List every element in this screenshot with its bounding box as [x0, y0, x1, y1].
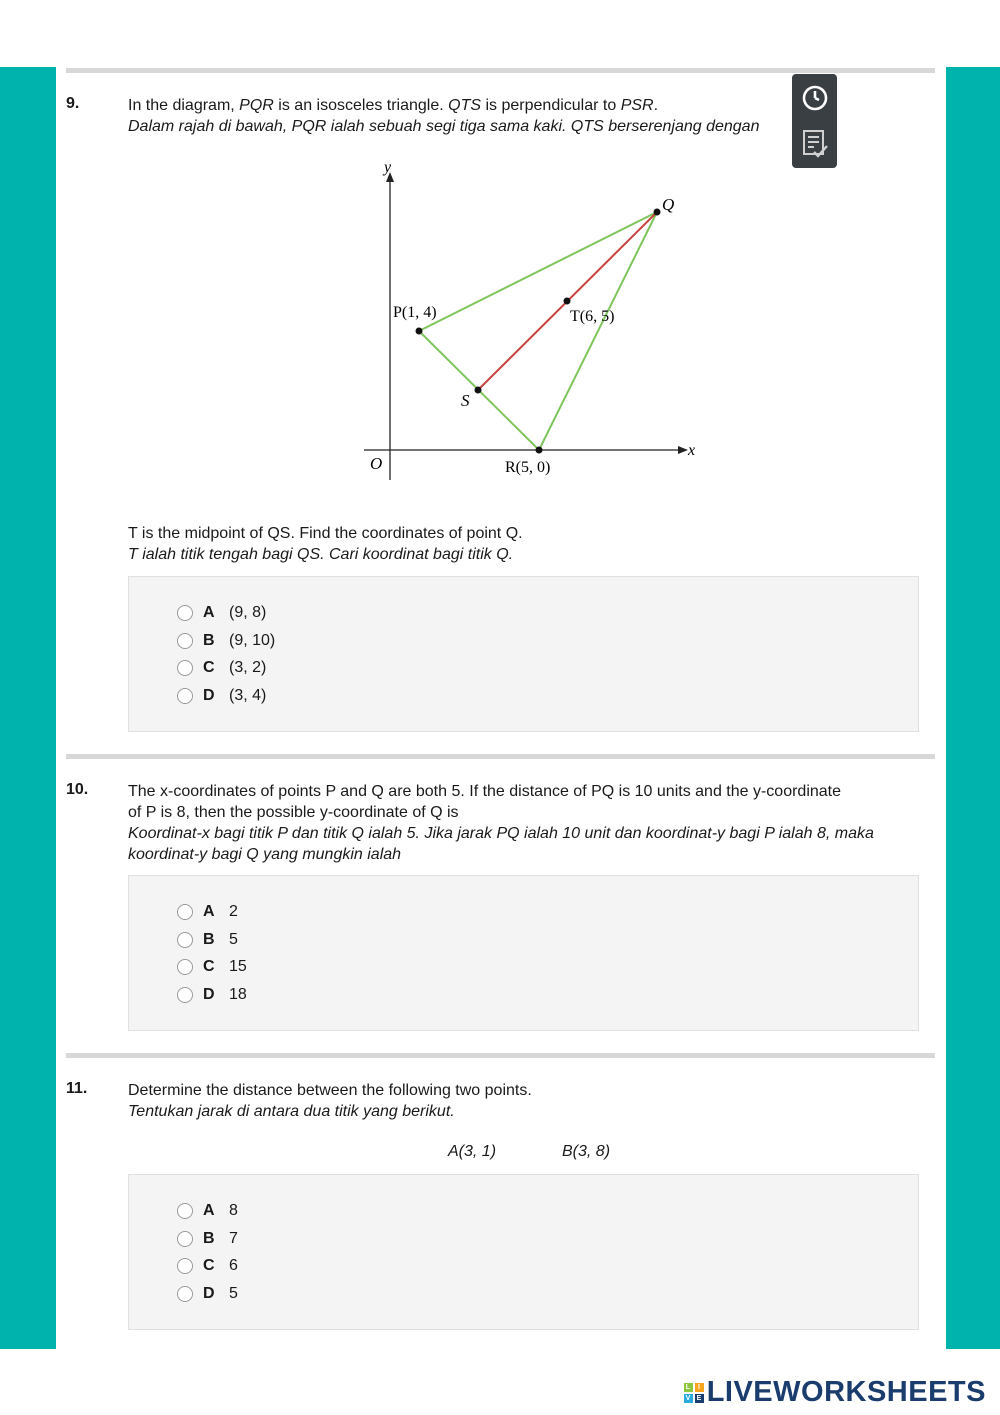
point-s [475, 387, 482, 394]
question-number: 10. [66, 781, 89, 798]
option-a[interactable]: A 8 [177, 1200, 238, 1222]
radio-button[interactable] [177, 1203, 193, 1219]
question-number: 11. [66, 1080, 88, 1097]
point-label-p: P(1, 4) [393, 304, 437, 321]
x-axis-arrow [678, 446, 688, 454]
brand-mark-l: L [684, 1383, 693, 1392]
point-label-q: Q [662, 195, 675, 214]
radio-button[interactable] [177, 932, 193, 948]
option-c[interactable]: C 15 [177, 956, 247, 978]
side-pq [419, 212, 657, 331]
subquestion-text-en: T is the midpoint of QS. Find the coordinates of point Q. [128, 525, 523, 542]
brand-mark-i: I [695, 1383, 704, 1392]
point-label-r: R(5, 0) [505, 459, 551, 476]
subquestion-text-ms: T ialah titik tengah bagi QS. Cari koordinat bagi titik Q. [128, 546, 514, 563]
radio-button[interactable] [177, 987, 193, 1003]
point-r [536, 447, 543, 454]
right-sidebar-band [946, 67, 1000, 1349]
question-text-en: In the diagram, PQR is an isosceles triangle. QTS is perpendicular to PSR. [128, 97, 659, 114]
option-a[interactable]: A (9, 8) [177, 602, 266, 624]
option-d[interactable]: D 18 [177, 984, 247, 1006]
floating-toolbar [792, 74, 837, 168]
origin-label: O [370, 454, 383, 473]
option-b[interactable]: B (9, 10) [177, 630, 275, 652]
radio-button[interactable] [177, 1231, 193, 1247]
option-b[interactable]: B 5 [177, 929, 238, 951]
brand-mark-e: E [696, 1394, 702, 1402]
option-a[interactable]: A 2 [177, 901, 238, 923]
question-text-ms-line2: koordinat-y bagi Q yang mungkin ialah [128, 846, 402, 863]
point-q [654, 209, 661, 216]
option-b[interactable]: B 7 [177, 1228, 238, 1250]
point-b-coordinates: B(3, 8) [562, 1143, 611, 1160]
point-p [416, 328, 423, 335]
question-text-en-line2: of P is 8, then the possible y-coordinate of Q is [128, 804, 459, 821]
brand-mark-v: V [685, 1394, 691, 1402]
question-text-ms: Dalam rajah di bawah, PQR ialah sebuah segi tiga sama kaki. QTS berserenjang dengan [128, 118, 760, 135]
option-d[interactable]: D (3, 4) [177, 685, 266, 707]
point-a-coordinates: A(3, 1) [448, 1143, 497, 1160]
point-label-s: S [461, 391, 470, 410]
radio-button[interactable] [177, 1286, 193, 1302]
options-box [128, 875, 919, 1031]
question-divider [66, 68, 935, 73]
brand-name: LIVEWORKSHEETS [706, 1376, 986, 1408]
point-label-t: T(6, 5) [570, 308, 615, 325]
axis-label-y: y [384, 159, 392, 176]
option-c[interactable]: C (3, 2) [177, 657, 266, 679]
timer-icon[interactable] [800, 82, 830, 112]
radio-button[interactable] [177, 688, 193, 704]
question-divider [66, 1053, 935, 1058]
coordinate-diagram [355, 155, 705, 485]
option-c[interactable]: C 6 [177, 1255, 238, 1277]
check-answers-icon[interactable] [800, 128, 830, 160]
question-text-ms-line1: Koordinat-x bagi titik P dan titik Q ialah 5. Jika jarak PQ ialah 10 unit dan koordinat-y bagi P ialah 8, maka [128, 825, 874, 842]
question-text-en-line1: The x-coordinates of points P and Q are both 5. If the distance of PQ is 10 units and the y-coordinate [128, 783, 842, 800]
radio-button[interactable] [177, 633, 193, 649]
liveworksheets-logo[interactable] [684, 1376, 986, 1409]
question-number: 9. [66, 95, 80, 112]
option-d[interactable]: D 5 [177, 1283, 238, 1305]
question-text-en: Determine the distance between the following two points. [128, 1082, 532, 1099]
side-qr [539, 212, 657, 450]
radio-button[interactable] [177, 660, 193, 676]
options-box [128, 576, 919, 732]
brand-mark-icon [684, 1383, 704, 1403]
options-box [128, 1174, 919, 1330]
question-divider [66, 754, 935, 759]
radio-button[interactable] [177, 904, 193, 920]
question-text-ms: Tentukan jarak di antara dua titik yang berikut. [128, 1103, 455, 1120]
point-t [564, 298, 571, 305]
radio-button[interactable] [177, 605, 193, 621]
radio-button[interactable] [177, 959, 193, 975]
radio-button[interactable] [177, 1258, 193, 1274]
axis-label-x: x [688, 442, 696, 459]
left-sidebar-band [0, 67, 56, 1349]
